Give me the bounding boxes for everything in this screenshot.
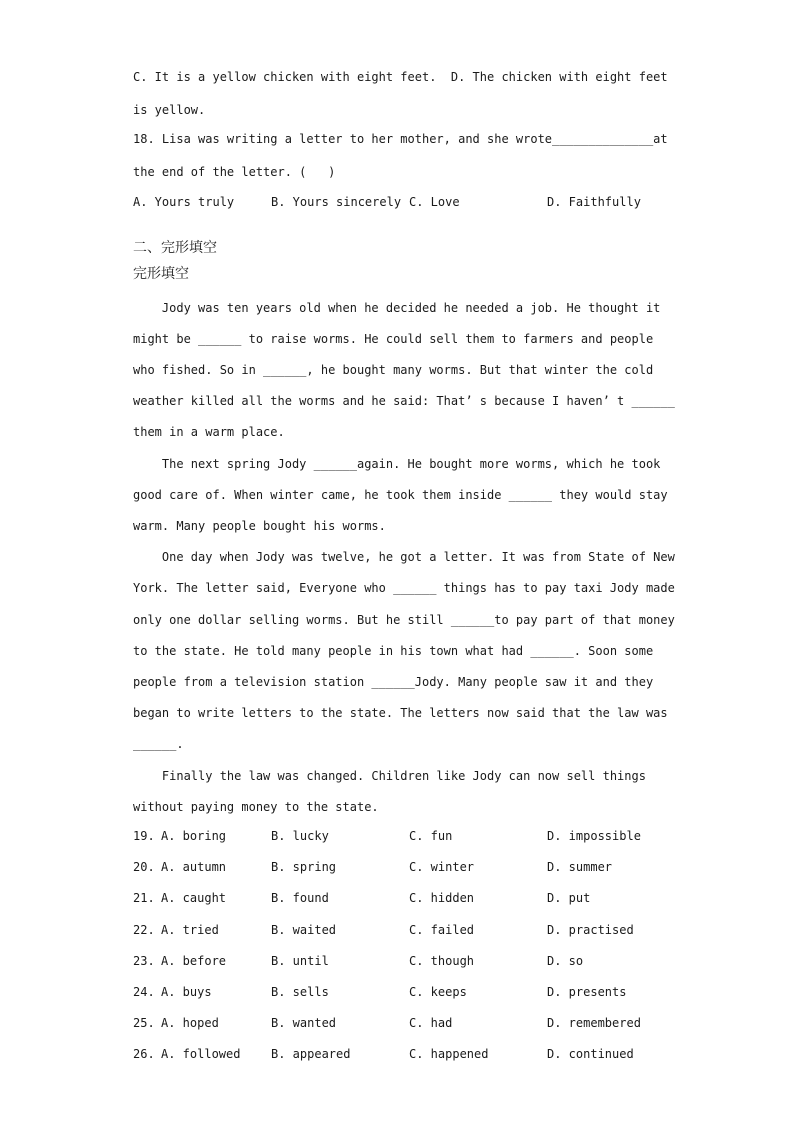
q18-option-b: B. Yours sincerely xyxy=(271,195,402,209)
question-number: 26. xyxy=(133,1047,155,1061)
option-b: B. wanted xyxy=(271,1016,337,1030)
option-c: C. failed xyxy=(409,923,475,937)
passage-line: York. The letter said, Everyone who ______ things has to pay taxi Jody made xyxy=(133,581,675,595)
passage-line: people from a television station ______Jody. Many people saw it and they xyxy=(133,675,654,689)
passage-line: might be ______ to raise worms. He could sell them to farmers and people xyxy=(133,332,654,346)
section-heading: 二、完形填空 xyxy=(133,240,217,256)
option-a: A. tried xyxy=(161,923,219,937)
q18-option-d: D. Faithfully xyxy=(547,195,641,209)
q18-option-a: A. Yours truly xyxy=(133,195,235,209)
option-a: A. caught xyxy=(161,891,227,905)
option-c: C. happened xyxy=(409,1047,489,1061)
question-number: 25. xyxy=(133,1016,155,1030)
q18-option-c: C. Love xyxy=(409,195,460,209)
option-d: D. summer xyxy=(547,860,613,874)
question-number: 21. xyxy=(133,891,155,905)
q18-stem-line-2: the end of the letter. ( ) xyxy=(133,165,336,179)
option-b: B. sells xyxy=(271,985,329,999)
option-b: B. lucky xyxy=(271,829,329,843)
option-d: D. continued xyxy=(547,1047,634,1061)
option-c: C. had xyxy=(409,1016,453,1030)
option-a: A. autumn xyxy=(161,860,227,874)
passage-line: good care of. When winter came, he took them inside ______ they would stay xyxy=(133,488,668,502)
passage-line: One day when Jody was twelve, he got a letter. It was from State of New xyxy=(133,550,675,564)
option-d: D. put xyxy=(547,891,591,905)
option-b: B. spring xyxy=(271,860,337,874)
option-a: A. boring xyxy=(161,829,227,843)
question-number: 24. xyxy=(133,985,155,999)
question-number: 19. xyxy=(133,829,155,843)
q17-option-line-1: C. It is a yellow chicken with eight feet. D. The chicken with eight feet xyxy=(133,70,668,84)
question-number: 23. xyxy=(133,954,155,968)
passage-line: warm. Many people bought his worms. xyxy=(133,519,386,533)
option-a: A. before xyxy=(161,954,227,968)
passage-line: Jody was ten years old when he decided he needed a job. He thought it xyxy=(133,301,661,315)
option-a: A. hoped xyxy=(161,1016,219,1030)
passage-line: Finally the law was changed. Children like Jody can now sell things xyxy=(133,769,646,783)
passage-line: to the state. He told many people in his town what had ______. Soon some xyxy=(133,644,654,658)
option-c: C. keeps xyxy=(409,985,467,999)
q18-stem-line-1: 18. Lisa was writing a letter to her mother, and she wrote______________at xyxy=(133,132,668,146)
passage-line: without paying money to the state. xyxy=(133,800,379,814)
question-number: 22. xyxy=(133,923,155,937)
option-b: B. appeared xyxy=(271,1047,351,1061)
option-a: A. buys xyxy=(161,985,212,999)
option-d: D. so xyxy=(547,954,584,968)
option-b: B. waited xyxy=(271,923,337,937)
passage-line: who fished. So in ______, he bought many worms. But that winter the cold xyxy=(133,363,654,377)
option-d: D. practised xyxy=(547,923,634,937)
option-d: D. remembered xyxy=(547,1016,641,1030)
passage-line: weather killed all the worms and he said: That’ s because I haven’ t ______ xyxy=(133,394,675,408)
q17-option-line-2: is yellow. xyxy=(133,103,206,117)
passage-line: only one dollar selling worms. But he still ______to pay part of that money xyxy=(133,613,675,627)
option-b: B. found xyxy=(271,891,329,905)
section-subheading: 完形填空 xyxy=(133,266,189,282)
option-b: B. until xyxy=(271,954,329,968)
option-c: C. fun xyxy=(409,829,453,843)
option-d: D. presents xyxy=(547,985,627,999)
option-c: C. hidden xyxy=(409,891,475,905)
option-d: D. impossible xyxy=(547,829,641,843)
passage-line: them in a warm place. xyxy=(133,425,285,439)
question-number: 20. xyxy=(133,860,155,874)
option-a: A. followed xyxy=(161,1047,241,1061)
option-c: C. though xyxy=(409,954,475,968)
passage-line: began to write letters to the state. The letters now said that the law was xyxy=(133,706,668,720)
passage-line: The next spring Jody ______again. He bought more worms, which he took xyxy=(133,457,661,471)
option-c: C. winter xyxy=(409,860,475,874)
passage-line: ______. xyxy=(133,737,184,751)
